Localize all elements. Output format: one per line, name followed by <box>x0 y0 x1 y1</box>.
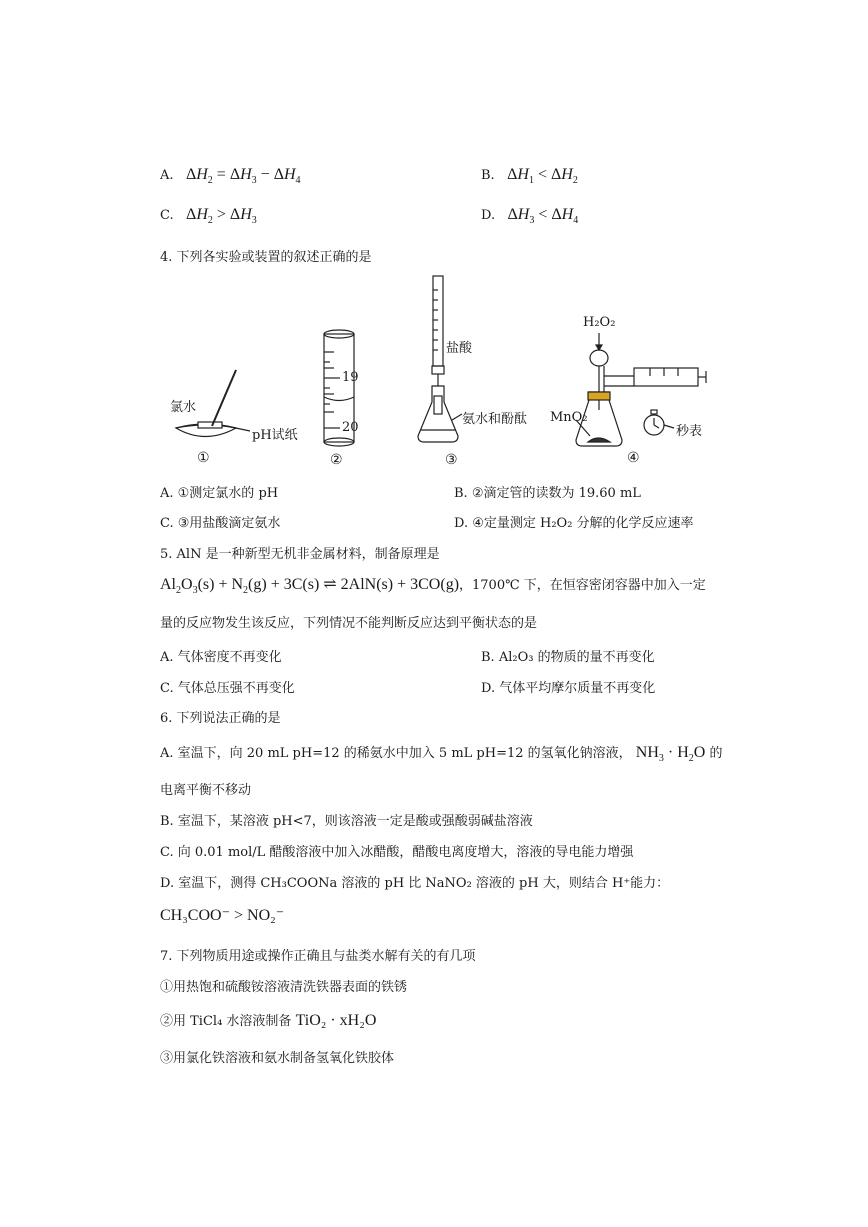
fig3-label-ammonia-phenolphthalein: 氨水和酚酞 <box>462 412 528 427</box>
q6-option-a-line1: A. 室温下，向 20 mL pH=12 的稀氨水中加入 5 mL pH=12 的氢氧化钠溶液， $NH_3 \cdot H_2O$ 的 <box>160 744 723 765</box>
fig2-tick-19: 19 <box>342 370 359 385</box>
q4-option-c: C. ③用盐酸滴定氨水 <box>160 516 281 531</box>
q5-option-c: C. 气体总压强不再变化 <box>160 681 295 696</box>
q5-option-d: D. 气体平均摩尔质量不再变化 <box>481 681 656 696</box>
fig-caption-1: ① <box>197 450 210 466</box>
q5-line3: 量的反应物发生该反应，下列情况不能判断反应达到平衡状态的是 <box>160 616 538 631</box>
fig1-label-chlorine-water: 氯水 <box>170 400 197 415</box>
fig4-label-h2o2: H₂O₂ <box>583 315 616 330</box>
fig1-label-ph-paper: pH试纸 <box>252 428 298 443</box>
q4-stem: 4. 下列各实验或装置的叙述正确的是 <box>160 250 372 265</box>
fig-caption-4: ④ <box>627 450 640 466</box>
q3-option-c: C. $\Delta H_2 > \Delta H_3$ <box>160 206 257 227</box>
fig-caption-2: ② <box>330 452 343 468</box>
q6-stem: 6. 下列说法正确的是 <box>160 711 281 726</box>
q6-option-a-line2: 电离平衡不移动 <box>160 783 252 798</box>
q5-stem: 5. AlN 是一种新型无机非金属材料，制备原理是 <box>160 547 440 562</box>
q5-equation-line: $Al_2O_3(s) + N_2(g) + 3C(s)$ ⇌ 2AlN(s) + 3CO(g)，1700℃ 下，在恒容密闭容器中加入一定 <box>160 576 706 597</box>
q7-item-1: ①用热饱和硫酸铵溶液清洗铁器表面的铁锈 <box>160 980 408 995</box>
fig3-label-hcl: 盐酸 <box>446 341 473 356</box>
q4-option-a: A. ①测定氯水的 pH <box>160 486 279 501</box>
titration-figure <box>418 276 462 442</box>
q6-option-d-expression: CH₃COO⁻ > NO₂⁻ <box>160 907 285 924</box>
q3-option-d: D. $\Delta H_3 < \Delta H_4$ <box>481 206 579 227</box>
fig4-label-mno2: MnO₂ <box>550 410 588 425</box>
q3-option-b: B. $\Delta H_1 < \Delta H_2$ <box>481 166 578 187</box>
q3-option-a: A. $\Delta H_2 = \Delta H_3 - \Delta H_4$ <box>160 166 301 187</box>
q6-option-b: B. 室温下，某溶液 pH<7，则该溶液一定是酸或强酸弱碱盐溶液 <box>160 814 533 829</box>
q7-item-2: ②用 TiCl₄ 水溶液制备 TiO₂ · xH₂O <box>160 1012 377 1029</box>
q6-option-c: C. 向 0.01 mol/L 醋酸溶液中加入冰醋酸，醋酸电离度增大，溶液的导电能力增强 <box>160 845 634 860</box>
q5-option-a: A. 气体密度不再变化 <box>160 650 282 665</box>
q4-option-d: D. ④定量测定 H₂O₂ 分解的化学反应速率 <box>454 516 694 531</box>
q7-item-3: ③用氯化铁溶液和氨水制备氢氧化铁胶体 <box>160 1051 395 1066</box>
q5-equation: $Al_2O_3(s) + N_2(g) + 3C(s)$ ⇌ 2AlN(s) + 3CO(g) <box>160 576 460 597</box>
fig4-label-stopwatch: 秒表 <box>676 424 703 439</box>
q4-option-b: B. ②滴定管的读数为 19.60 mL <box>454 486 641 501</box>
q5-option-b: B. Al₂O₃ 的物质的量不再变化 <box>481 650 655 665</box>
q6-option-d: D. 室温下，测得 CH₃COONa 溶液的 pH 比 NaNO₂ 溶液的 pH 大，则结合 H⁺能力： <box>160 876 670 891</box>
q7-stem: 7. 下列物质用途或操作正确且与盐类水解有关的有几项 <box>160 949 476 964</box>
fig2-tick-20: 20 <box>342 420 359 435</box>
fig-caption-3: ③ <box>445 452 458 468</box>
